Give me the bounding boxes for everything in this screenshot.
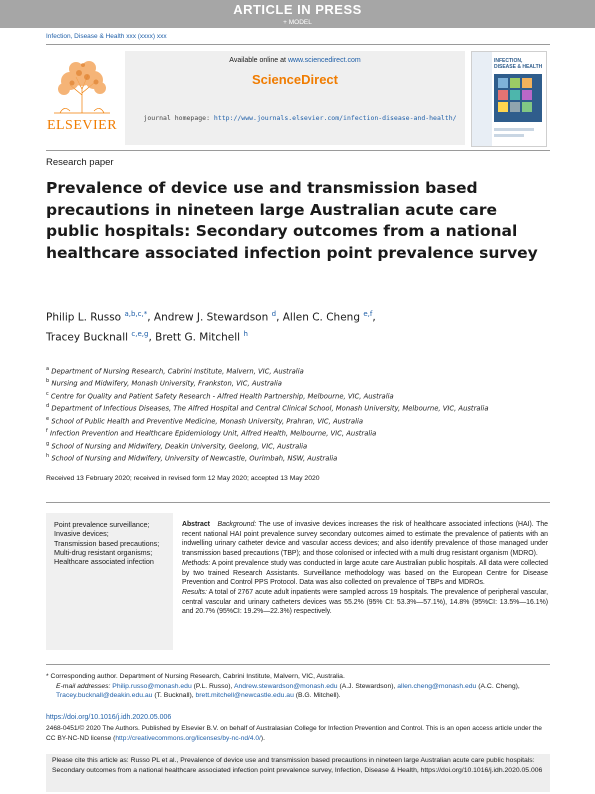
author-name[interactable]: Allen C. Cheng [282,311,364,324]
abstract-results: A total of 2767 acute adult inpatients were sampled across 19 hospitals. The prevalence of peripheral vascular, central vascular and urinary catheters devices was 55.2% (95% CI: 53.3%—57.1%), 14.8% (95%CI: 13.5%—16.1%) and 20.7% (95%CI: 19.2%—22.3%) respectively. [182,588,548,616]
email-link[interactable]: Tracey.bucknall@deakin.edu.au [56,692,153,700]
sciencedirect-link[interactable]: www.sciencedirect.com [287,57,361,64]
affiliation-item [46,426,550,438]
author-separator: , [147,311,154,324]
abstract-methods-label: Methods: [182,559,211,567]
email-label: E-mail addresses: [56,682,113,690]
license-statement [46,724,550,743]
journal-cover[interactable] [471,51,547,147]
abstract [182,520,548,617]
affiliation-item [46,376,550,388]
email-link[interactable]: Andrew.stewardson@monash.edu [233,682,338,690]
affiliation-text: School of Public Health and Preventive Medicine, Monash University, Prahran, VIC, Australia [51,417,364,426]
email-owner: (P.L. Russo), [191,682,234,690]
author-affiliation-marks[interactable]: c,e,g [131,329,149,338]
author-affiliation-marks[interactable]: d [271,310,277,318]
affiliation-letter: h [46,453,50,460]
keywords-list [54,520,170,566]
elsevier-wordmark: ELSEVIER [46,118,118,133]
email-owner: (A.C. Cheng), [476,682,520,690]
affiliation-item [46,389,550,401]
email-link[interactable]: Philip.russo@monash.edu [112,682,192,690]
license-close: ). [260,734,265,742]
email-owner: (B.G. Mitchell). [293,692,341,700]
affiliation-item [46,401,550,413]
corresponding-author-note: * Corresponding author. Department of Nursing Research, Cabrini Institute, Malvern, VIC, Australia. [46,673,345,680]
abstract-heading: Abstract [182,521,210,528]
abstract-results-label: Results: [182,588,207,596]
received-dates: Received 13 February 2020; received in revised form 12 May 2020; accepted 13 May 2020 [46,475,320,482]
article-title: Prevalence of device use and transmission based precautions in nineteen large Australian acute care public hospitals: Secondary outcomes from a national healthcare associated infection point prevalence survey [46,179,538,262]
citation-box: Please cite this article as: Russo PL et al., Prevalence of device use and transmission based precautions in nineteen large Australian acute care public hospitals: Secondary outcomes from a national healthcare associated infection point prevalence survey, Infection, Disease & Health, https://doi.org/10.1016/j.idh.2020.05.006 [46,754,550,792]
journal-homepage-link[interactable]: http://www.journals.elsevier.com/infection-disease-and-health/ [213,114,457,122]
email-addresses [46,682,550,701]
author-separator: , [148,331,156,343]
sciencedirect-wordmark[interactable]: ScienceDirect [252,72,338,87]
keyword: Healthcare associated infection [54,557,154,567]
footnote-rule [46,664,550,665]
keyword: Point prevalence surveillance; [54,520,150,529]
author-name[interactable]: Philip L. Russo [46,311,125,324]
available-online-line [125,57,465,64]
author-list [46,306,550,345]
abstract-background-label: Background: [217,521,257,528]
abstract-methods: A point prevalence study was conducted in large acute care Australian public hospitals. All data were collected by two trained Research Assistants. Surveillance methodology was based on the European Centre for Disease Prevention and Control PPS Protocol. Data was also collected on prevalence of TBPs and MDROs. [182,559,548,587]
author-name[interactable]: Brett G. Mitchell [155,331,244,343]
affiliation-text: Nursing and Midwifery, Monash University, Frankston, VIC, Australia [51,379,282,388]
keyword: Multi-drug resistant organisms; [54,547,153,557]
affiliation-letter: a [46,366,50,372]
affiliation-letter: b [46,378,50,385]
article-in-press-banner [0,0,595,28]
journal-homepage [140,113,460,124]
affiliation-letter: f [46,428,48,435]
email-owner: (T. Bucknall), [152,692,196,700]
license-link[interactable]: http://creativecommons.org/licenses/by-nc-nd/4.0/ [115,734,261,742]
affiliation-letter: c [46,390,49,397]
available-online-label: Available online at [229,57,288,64]
corresponding-footnote [46,672,550,701]
affiliation-list [46,364,550,464]
doi-line [46,714,171,721]
affiliation-letter: e [46,415,50,422]
masthead-rule [46,150,550,151]
banner-title: ARTICLE IN PRESS [233,2,362,17]
affiliation-item [46,439,550,451]
journal-header-panel [125,51,465,145]
affiliation-text: School of Nursing and Midwifery, University of Newcastle, Ourimbah, NSW, Australia [51,454,338,463]
license-text: 2468-0451/© 2020 The Authors. Published by Elsevier B.V. on behalf of Australasian College for Infection Prevention and Control. This is an open access article under the CC BY-NC-ND license ( [46,725,542,742]
author-name[interactable]: Andrew J. Stewardson [153,311,272,324]
abstract-background: The use of invasive devices increases the risk of healthcare associated infections (HAI). The recent national HAI point prevalence survey secondary outcomes aimed to estimate the prevalence of patients with an indwelling urinary catheter device and vascular access devices; and also identify prevalence of those managed under transmission based precautions (TBP); and those colonised or infected with a multi drug resistant organism (MDRO). [182,521,549,558]
author-affiliation-marks[interactable]: e,f [363,310,373,318]
banner-subtitle: + MODEL [283,19,312,26]
affiliation-text: Centre for Quality and Patient Safety Research - Alfred Health Partnership, Melbourne, VIC, Australia [50,392,394,401]
article-type: Research paper [46,157,114,168]
affiliation-item [46,414,550,426]
author-affiliation-marks[interactable]: h [243,329,248,338]
affiliation-item [46,451,550,463]
doi-link[interactable]: https://doi.org/10.1016/j.idh.2020.05.006 [46,714,172,721]
email-link[interactable]: brett.mitchell@newcastle.edu.au [195,692,294,700]
affiliation-text: Department of Infectious Diseases, The Alfred Hospital and Central Clinical School, Monash University, Melbourne, VIC, Australia [51,404,489,413]
header-rule [46,44,550,45]
elsevier-tree-icon [46,55,118,117]
keyword: Transmission based precautions; [54,538,160,548]
author-separator: , [276,311,283,324]
abstract-top-rule [46,502,550,503]
email-link[interactable]: allen.cheng@monash.edu [397,682,477,690]
author-affiliation-marks[interactable]: a,b,c,* [124,310,148,318]
keyword: Invasive devices; [54,529,109,539]
affiliation-item [46,364,550,376]
running-header[interactable]: Infection, Disease & Health xxx (xxxx) xxx [46,33,167,40]
email-owner: (A.J. Stewardson), [337,682,398,690]
affiliation-letter: g [46,440,50,447]
affiliation-text: Department of Nursing Research, Cabrini Institute, Malvern, VIC, Australia [51,367,304,376]
affiliation-text: School of Nursing and Midwifery, Deakin University, Geelong, VIC, Australia [51,442,308,451]
author-separator: , [372,311,376,324]
affiliation-text: Infection Prevention and Healthcare Epidemiology Unit, Alfred Health, Melbourne, VIC, Australia [49,429,377,438]
author-name[interactable]: Tracey Bucknall [46,331,132,343]
journal-cover-title: INFECTION, DISEASE & HEALTH [494,58,543,70]
affiliation-letter: d [46,403,50,410]
journal-homepage-label: journal homepage: [143,114,214,122]
